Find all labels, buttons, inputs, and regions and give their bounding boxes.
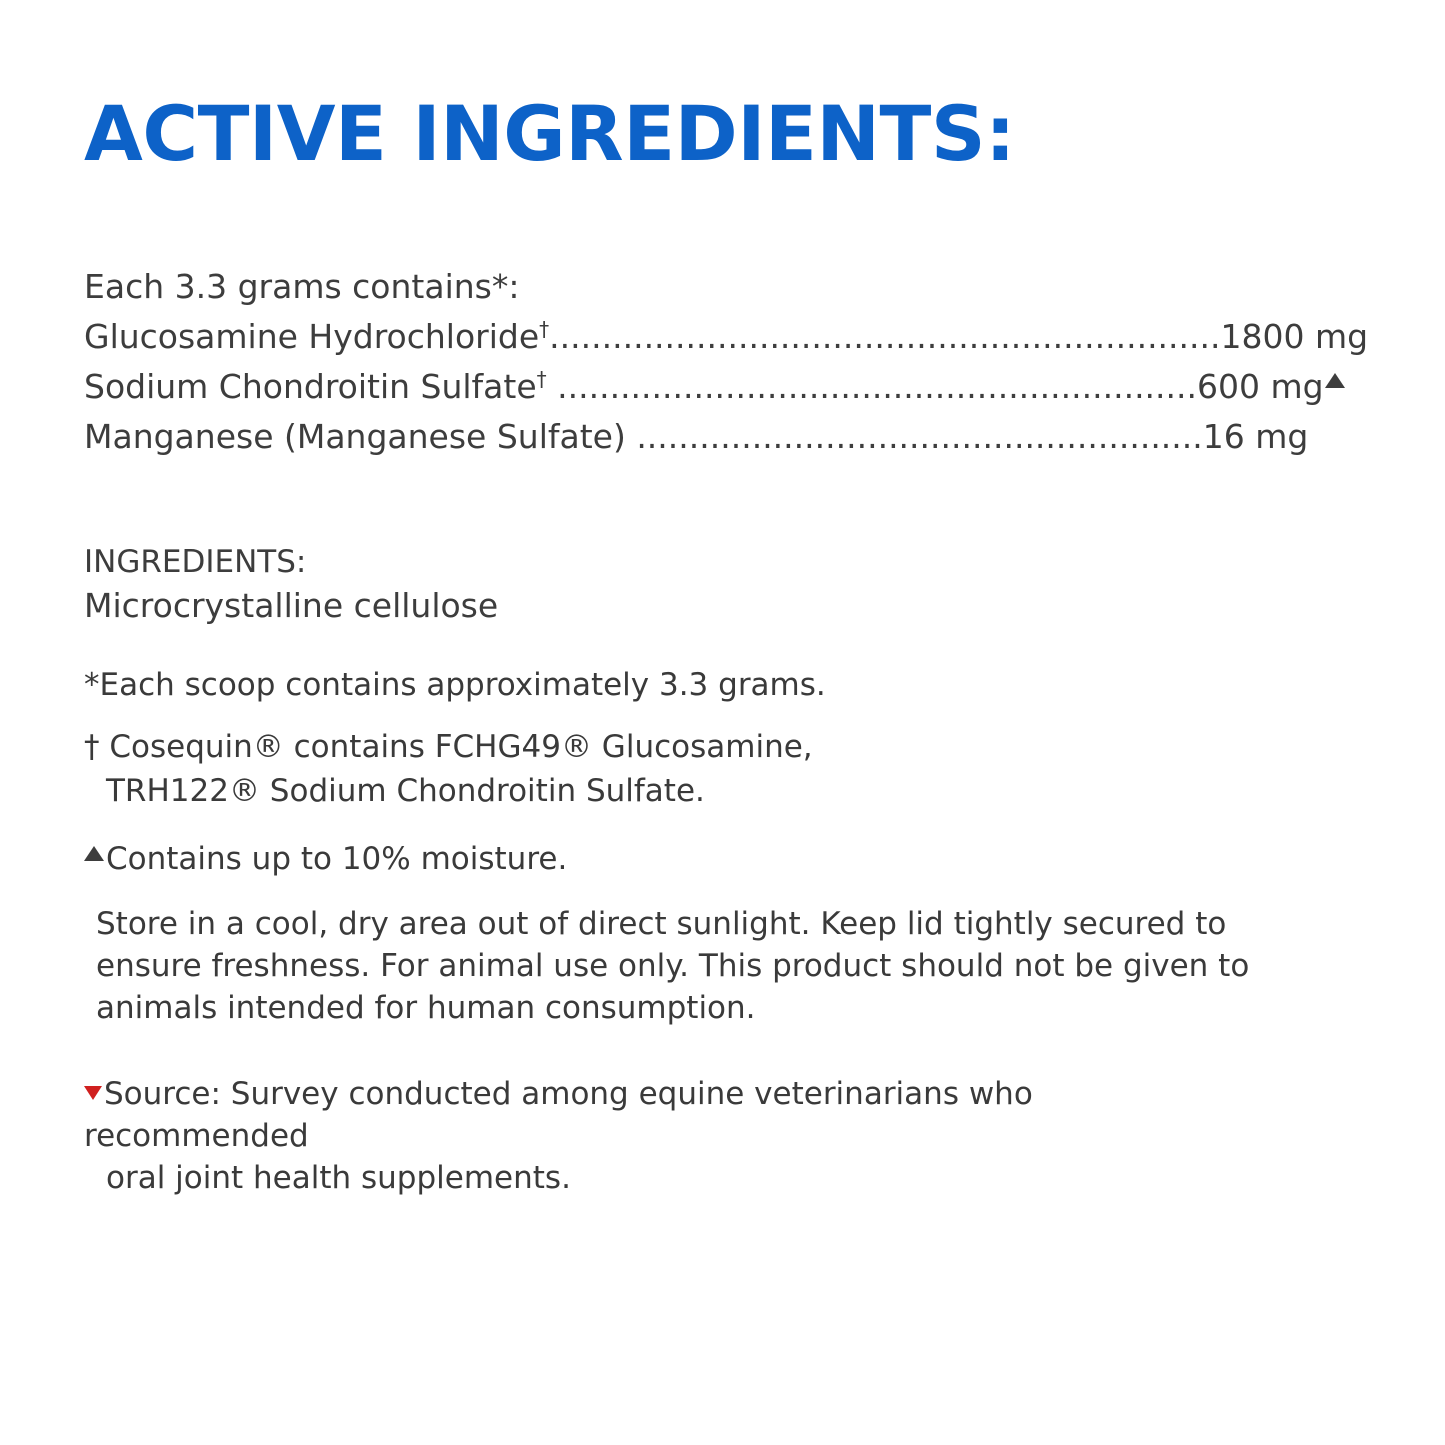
inactive-ingredients-heading: INGREDIENTS: — [84, 544, 307, 580]
dagger-note-line-2: TRH122® Sodium Chondroitin Sulfate. — [106, 773, 705, 809]
dagger-note-line-1: † Cosequin® contains FCHG49® Glucosamine, — [84, 729, 813, 765]
page-title: ACTIVE INGREDIENTS: — [84, 89, 1015, 178]
source-note-line-1: Source: Survey conducted among equine veterinarians who recommended — [84, 1076, 1033, 1154]
dagger-marker: † — [536, 367, 547, 391]
triangle-up-icon — [1325, 373, 1345, 388]
triangle-up-icon — [84, 846, 104, 861]
storage-note: Store in a cool, dry area out of direct sunlight. Keep lid tightly secured to ensure freshness. For animal use only. This product should not be given to animals intended for human consumption. — [96, 906, 1250, 1026]
ingredient-name: Manganese (Manganese Sulfate) — [84, 417, 626, 456]
active-ingredient-row — [84, 362, 1324, 412]
active-ingredients-intro: Each 3.3 grams contains*: — [84, 267, 520, 306]
leader-dots: ...................................................... — [625, 417, 1203, 456]
dagger-marker: † — [539, 317, 550, 341]
ingredient-amount: 1800 mg — [1220, 317, 1369, 356]
leader-dots: ............................................................. — [546, 367, 1198, 406]
ingredient-amount: 16 mg — [1202, 417, 1309, 456]
source-note — [84, 1073, 1264, 1199]
triangle-down-icon — [84, 1086, 102, 1100]
moisture-note-text: Contains up to 10% moisture. — [106, 841, 568, 877]
active-ingredient-row — [84, 412, 1309, 462]
active-ingredient-row — [84, 312, 1369, 362]
moisture-note — [84, 837, 567, 881]
scoop-note: *Each scoop contains approximately 3.3 grams. — [84, 667, 826, 703]
active-ingredients-list — [84, 262, 1369, 462]
ingredient-amount: 600 mg — [1197, 367, 1324, 406]
dagger-note — [84, 725, 1184, 813]
source-note-line-2: oral joint health supplements. — [106, 1160, 571, 1196]
leader-dots: ................................................................ — [549, 317, 1221, 356]
ingredient-name: Glucosamine Hydrochloride — [84, 317, 540, 356]
ingredient-name: Sodium Chondroitin Sulfate — [84, 367, 537, 406]
inactive-ingredients-body: Microcrystalline cellulose — [84, 586, 499, 625]
